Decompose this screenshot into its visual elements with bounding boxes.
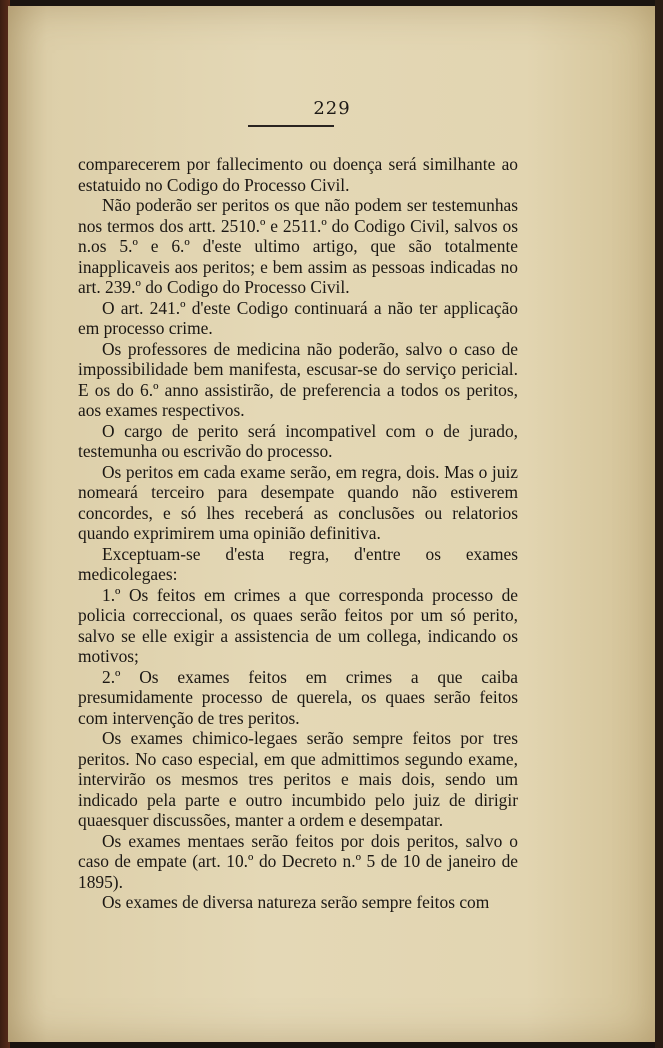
paragraph: Exceptuam-se d'esta regra, d'entre os exames medicolegaes: [78,543,518,584]
paragraph: Não poderão ser peritos os que não podem ser testemunhas nos termos dos artt. 2510.º e 2511.º do Codigo Civil, salvos os n.os 5.º e 6.º d'este ultimo artigo, que são totalmente inapplicaveis aos peritos; e bem assim as pessoas indicadas no art. 239.º do Codigo do Processo Civil. [78,195,518,297]
page-number: 229 [313,98,351,119]
body-text [78,154,518,913]
paragraph: Os professores de medicina não poderão, salvo o caso de impossibilidade bem manifesta, escusar-se do serviço pericial. E os do 6.º anno assistirão, de preferencia a todos os peritos, aos exames respectivos. [78,338,518,420]
paragraph: Os exames chimico-legaes serão sempre feitos por tres peritos. No caso especial, em que admittimos segundo exame, intervirão os mesmos tres peritos e mais dois, sendo um indicado pela parte e outro incumbido pelo juiz de dirigir quaesquer discussões, manter a ordem e desempatar. [78,728,518,830]
page-edge [655,0,663,1048]
paragraph: Os peritos em cada exame serão, em regra, dois. Mas o juiz nomeará terceiro para desempate quando não estiverem concordes, e só lhes receberá as conclusões ou relatorios quando exprimirem uma opinião definitiva. [78,461,518,543]
paragraph: 2.º Os exames feitos em crimes a que caiba presumidamente processo de querela, os quaes serão feitos com intervenção de tres peritos. [78,666,518,728]
paragraph: Os exames de diversa natureza serão sempre feitos com [102,892,490,912]
book-page [8,6,656,1042]
paragraph: comparecerem por fallecimento ou doença será similhante ao estatuido no Codigo do Processo Civil. [78,154,518,195]
header-rule [248,125,334,127]
paragraph: Os exames mentaes serão feitos por dois peritos, salvo o caso de empate (art. 10.º do Decreto n.º 5 de 10 de janeiro de 1895). [78,830,518,892]
paragraph: O cargo de perito será incompativel com o de jurado, testemunha ou escrivão do processo. [78,420,518,461]
paragraph: O art. 241.º d'este Codigo continuará a não ter applicação em processo crime. [78,297,518,338]
paragraph: 1.º Os feitos em crimes a que corresponda processo de policia correccional, os quaes serão feitos por um só perito, salvo se elle exigir a assistencia de um collega, indicando os motivos; [78,584,518,666]
